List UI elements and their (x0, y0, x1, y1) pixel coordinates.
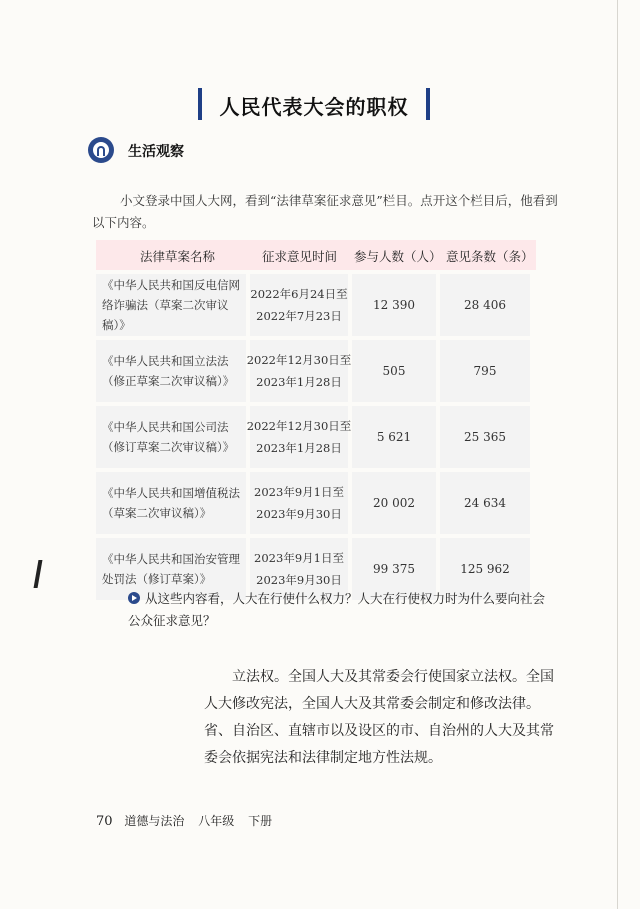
table-row (96, 472, 536, 534)
header-participants: 参与人数（人） (354, 249, 442, 264)
volume-label: 下册 (248, 814, 273, 828)
date-to: 2023年1月28日 (256, 375, 342, 389)
table-row (96, 340, 536, 402)
question-text: 从这些内容看，人大在行使什么权力？人大在行使权力时为什么要向社会公众征求意见？ (128, 591, 546, 628)
table-row (96, 406, 536, 468)
table-header (96, 240, 536, 270)
law-draft-table (96, 240, 536, 600)
grade-label: 八年级 (198, 814, 235, 828)
law-name: 《中华人民共和国立法法（修正草案二次审议稿）》 (102, 354, 235, 388)
date-from: 2022年6月24日至 (250, 287, 348, 301)
law-name: 《中华人民共和国公司法（修订草案二次审议稿）》 (102, 420, 235, 454)
date-to: 2023年9月30日 (256, 573, 342, 587)
intro-paragraph: 小文登录中国人大网，看到“法律草案征求意见”栏目。点开这个栏目后，他看到以下内容。 (92, 193, 558, 230)
play-bullet-icon (128, 592, 140, 604)
title-bar-right (426, 88, 430, 120)
title-block (198, 86, 430, 122)
discussion-question (128, 588, 548, 632)
participants: 5 621 (376, 430, 412, 444)
date-to: 2023年9月30日 (256, 507, 342, 521)
date-from: 2022年12月30日至 (246, 419, 352, 433)
page-title: 人民代表大会的职权 (219, 95, 409, 119)
book-title: 道德与法治 (124, 814, 185, 828)
table-row (96, 274, 536, 336)
date-from: 2023年9月1日至 (254, 485, 344, 499)
page-number: 70 (96, 814, 113, 829)
date-from: 2022年12月30日至 (246, 353, 352, 367)
opinions: 125 962 (460, 562, 510, 576)
participants: 20 002 (373, 496, 415, 510)
law-name: 《中华人民共和国增值税法（草案二次审议稿）》 (102, 486, 240, 520)
opinions: 25 365 (464, 430, 506, 444)
house-icon (88, 137, 114, 163)
date-from: 2023年9月1日至 (254, 551, 344, 565)
date-to: 2022年7月23日 (256, 309, 342, 323)
opinions: 795 (473, 364, 497, 378)
law-name: 《中华人民共和国治安管理处罚法（修订草案）》 (102, 552, 240, 586)
header-period: 征求意见时间 (262, 249, 338, 264)
body-paragraph: 立法权。全国人大及其常委会行使国家立法权。全国人大修改宪法，全国人大及其常委会制定和修改法律。省、自治区、直辖市以及设区的市、自治州的人大及其常委会依据宪法和法律制定地方性法规。 (204, 669, 554, 766)
date-to: 2023年1月28日 (256, 441, 342, 455)
scan-edge (617, 0, 618, 909)
law-name: 《中华人民共和国反电信网络诈骗法（草案二次审议稿）》 (102, 278, 240, 332)
opinions: 28 406 (464, 298, 506, 312)
participants: 505 (382, 364, 406, 378)
page-footer (96, 812, 272, 829)
participants: 99 375 (373, 562, 415, 576)
header-law-name: 法律草案名称 (140, 249, 216, 264)
header-opinions: 意见条数（条） (446, 249, 534, 264)
opinions: 24 634 (464, 496, 506, 510)
participants: 12 390 (373, 298, 415, 312)
margin-mark (34, 560, 43, 588)
section-label: 生活观察 (128, 144, 184, 160)
